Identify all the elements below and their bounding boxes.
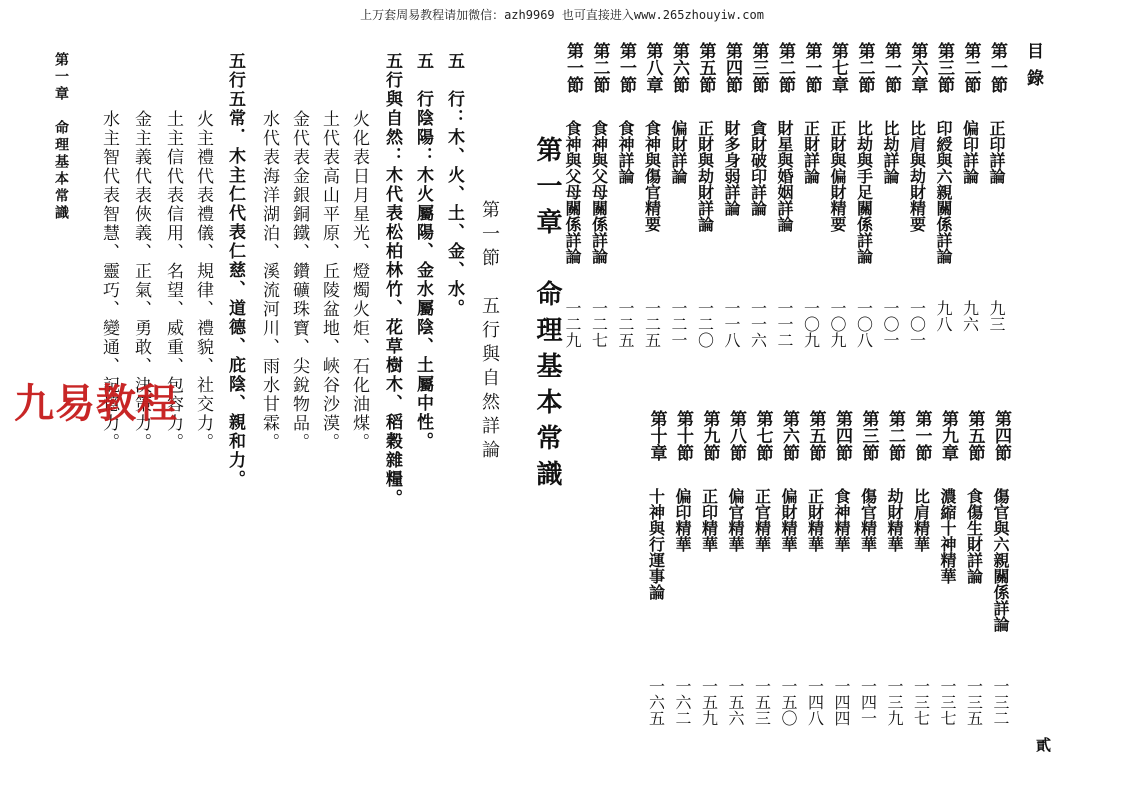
toc-entry-title: 比劫詳論 xyxy=(881,120,900,184)
toc-entry-page: 九三 xyxy=(987,300,1006,332)
body-line: 土代表高山平原、丘陵盆地、峽谷沙漠。 xyxy=(319,110,339,452)
toc-entry-page: 一一二 xyxy=(775,300,794,348)
toc-entry-label: 第一節 xyxy=(563,42,583,93)
toc-entry-title: 食傷生財詳論 xyxy=(964,488,984,584)
watermark-logo: 九易教程 xyxy=(14,381,178,427)
toc-entry-page: 一三七 xyxy=(938,678,957,726)
toc-entry-page: 九六 xyxy=(960,300,980,332)
toc-entry-label: 第九節 xyxy=(699,410,720,461)
toc-entry-page: 一六五 xyxy=(646,678,666,726)
toc-entry-page: 一〇一 xyxy=(907,300,927,348)
toc-entry-page: 一二五 xyxy=(616,300,635,348)
body-line: 金代表金銀銅鐵、鑽礦珠寶、尖銳物品。 xyxy=(289,110,309,452)
toc-entry-page: 一三七 xyxy=(911,678,931,726)
body-line: 五 行：木、火、土、金、水。 xyxy=(444,52,464,318)
toc-entry-title: 正財與劫財詳論 xyxy=(695,120,715,232)
toc-entry-title: 食神詳論 xyxy=(616,120,635,184)
toc-entry-title: 偏財詳論 xyxy=(669,120,688,184)
toc-entry-page: 一二七 xyxy=(589,300,609,348)
toc-entry-title: 偏印精華 xyxy=(673,488,692,552)
toc-entry-page: 一二〇 xyxy=(695,300,715,348)
section-title: 第一節 五行與自然詳論 xyxy=(479,200,500,464)
toc-entry-title: 正印詳論 xyxy=(987,120,1006,184)
toc-entry-label: 第一節 xyxy=(881,42,901,93)
toc-entry-label: 第三節 xyxy=(748,42,769,93)
toc-entry-title: 正財精華 xyxy=(805,488,825,552)
toc-entry-label: 第二節 xyxy=(885,410,905,461)
toc-entry-page: 九八 xyxy=(934,300,953,332)
body-line: 金主義代表俠義、正氣、勇敢、決策力。 xyxy=(131,110,151,452)
body-line: 五行與自然：木代表松柏林竹、花草樹木、稻穀雜糧。 xyxy=(382,52,402,508)
toc-entry-page: 一二五 xyxy=(642,300,662,348)
toc-entry-page: 一五〇 xyxy=(779,678,798,726)
toc-entry-label: 第四節 xyxy=(832,410,852,461)
toc-entry-page: 一五三 xyxy=(752,678,772,726)
toc-entry-page: 一一六 xyxy=(748,300,768,348)
toc-entry-title: 十神與行運事論 xyxy=(646,488,666,600)
toc-entry-page: 一〇九 xyxy=(828,300,847,348)
toc-entry-page: 一三五 xyxy=(964,678,984,726)
toc-entry-label: 第一節 xyxy=(801,42,822,93)
toc-entry-page: 一六二 xyxy=(673,678,692,726)
toc-entry-label: 第八節 xyxy=(726,410,746,461)
toc-entry-page: 一五六 xyxy=(726,678,745,726)
body-line: 水代表海洋湖泊、溪流河川、雨水甘霖。 xyxy=(259,110,279,452)
toc-entry-page: 一一八 xyxy=(722,300,741,348)
toc-entry-title: 比劫與手足關係詳論 xyxy=(854,120,874,264)
body-line: 土主信代表信用、名望、威重、包容力。 xyxy=(163,110,183,452)
toc-entry-page: 一四一 xyxy=(858,678,878,726)
toc-entry-label: 第二節 xyxy=(960,42,981,93)
toc-entry-label: 第一節 xyxy=(616,42,636,93)
toc-entry-title: 正官精華 xyxy=(752,488,772,552)
toc-entry-page: 一〇九 xyxy=(801,300,821,348)
body-line: 火化表日月星光、燈燭火炬、石化油煤。 xyxy=(349,110,369,452)
toc-entry-label: 第六節 xyxy=(779,410,799,461)
toc-entry-label: 第二節 xyxy=(589,42,610,93)
toc-entry-title: 食神與父母關係詳論 xyxy=(589,120,609,264)
toc-entry-label: 第六章 xyxy=(907,42,928,93)
toc-entry-label: 第二節 xyxy=(775,42,795,93)
toc-entry-page: 一三二 xyxy=(991,678,1010,726)
running-head: 第一章 命理基本常識 xyxy=(53,52,69,222)
toc-entry-page: 一三九 xyxy=(885,678,904,726)
toc-entry-title: 偏財精華 xyxy=(779,488,798,552)
toc-entry-title: 食神與父母關係詳論 xyxy=(563,120,582,264)
toc-entry-title: 劫財精華 xyxy=(885,488,904,552)
toc-entry-title: 食神精華 xyxy=(832,488,851,552)
toc-entry-title: 貪財破印詳論 xyxy=(748,120,768,216)
toc-entry-page: 一五九 xyxy=(699,678,719,726)
toc-entry-label: 第五節 xyxy=(964,410,985,461)
toc-entry-label: 第一節 xyxy=(911,410,932,461)
toc-entry-label: 第八章 xyxy=(642,42,663,93)
toc-entry-title: 比肩與劫財精要 xyxy=(907,120,927,232)
toc-entry-title: 偏印詳論 xyxy=(960,120,980,184)
toc-entry-label: 第六節 xyxy=(669,42,689,93)
toc-entry-title: 傷官精華 xyxy=(858,488,878,552)
toc-entry-title: 比肩精華 xyxy=(911,488,931,552)
toc-entry-title: 正財與偏財精要 xyxy=(828,120,847,232)
toc-entry-title: 財多身弱詳論 xyxy=(722,120,741,216)
toc-entry-page: 一四四 xyxy=(832,678,851,726)
toc-entry-title: 傷官與六親關係詳論 xyxy=(991,488,1010,632)
toc-entry-title: 印綬與六親關係詳論 xyxy=(934,120,953,264)
toc-entry-title: 偏官精華 xyxy=(726,488,745,552)
body-line: 火主禮代表禮儀、規律、禮貌、社交力。 xyxy=(193,110,213,452)
toc-entry-title: 正財詳論 xyxy=(801,120,821,184)
toc-entry-label: 第七章 xyxy=(828,42,848,93)
toc-entry-title: 濃縮十神精華 xyxy=(938,488,957,584)
toc-entry-page: 一二九 xyxy=(563,300,582,348)
toc-entry-page: 一四八 xyxy=(805,678,825,726)
top-banner: 上万套周易教程请加微信：azh9969 也可直接进入www.265zhouyiw.com xyxy=(360,8,764,22)
toc-entry-page: 一〇一 xyxy=(881,300,900,348)
toc-entry-label: 第七節 xyxy=(752,410,773,461)
toc-entry-label: 第十章 xyxy=(646,410,667,461)
body-line: 五行五常．木主仁代表仁慈、道德、庇陰、親和力。 xyxy=(225,52,245,489)
toc-entry-label: 第四節 xyxy=(991,410,1011,461)
toc-entry-label: 第三節 xyxy=(858,410,879,461)
toc-entry-label: 第五節 xyxy=(805,410,826,461)
toc-entry-title: 正印精華 xyxy=(699,488,719,552)
toc-entry-label: 第一節 xyxy=(987,42,1007,93)
toc-heading: 目錄 xyxy=(1023,42,1043,96)
toc-entry-title: 食神與傷官精要 xyxy=(642,120,662,232)
toc-entry-title: 財星與婚姻詳論 xyxy=(775,120,794,232)
toc-entry-label: 第九章 xyxy=(938,410,958,461)
toc-entry-label: 第五節 xyxy=(695,42,716,93)
chapter-title: 第一章 命理基本常識 xyxy=(532,136,562,496)
toc-entry-label: 第三節 xyxy=(934,42,954,93)
page-number: 貳 xyxy=(1036,736,1052,754)
body-line: 水主智代表智慧、靈巧、變通、記憶力。 xyxy=(99,110,119,452)
toc-entry-label: 第十節 xyxy=(673,410,693,461)
body-line: 五 行陰陽：木火屬陽、金水屬陰、土屬中性。 xyxy=(413,52,433,451)
toc-entry-label: 第四節 xyxy=(722,42,742,93)
toc-entry-page: 一二一 xyxy=(669,300,688,348)
toc-entry-page: 一〇八 xyxy=(854,300,874,348)
toc-entry-label: 第二節 xyxy=(854,42,875,93)
